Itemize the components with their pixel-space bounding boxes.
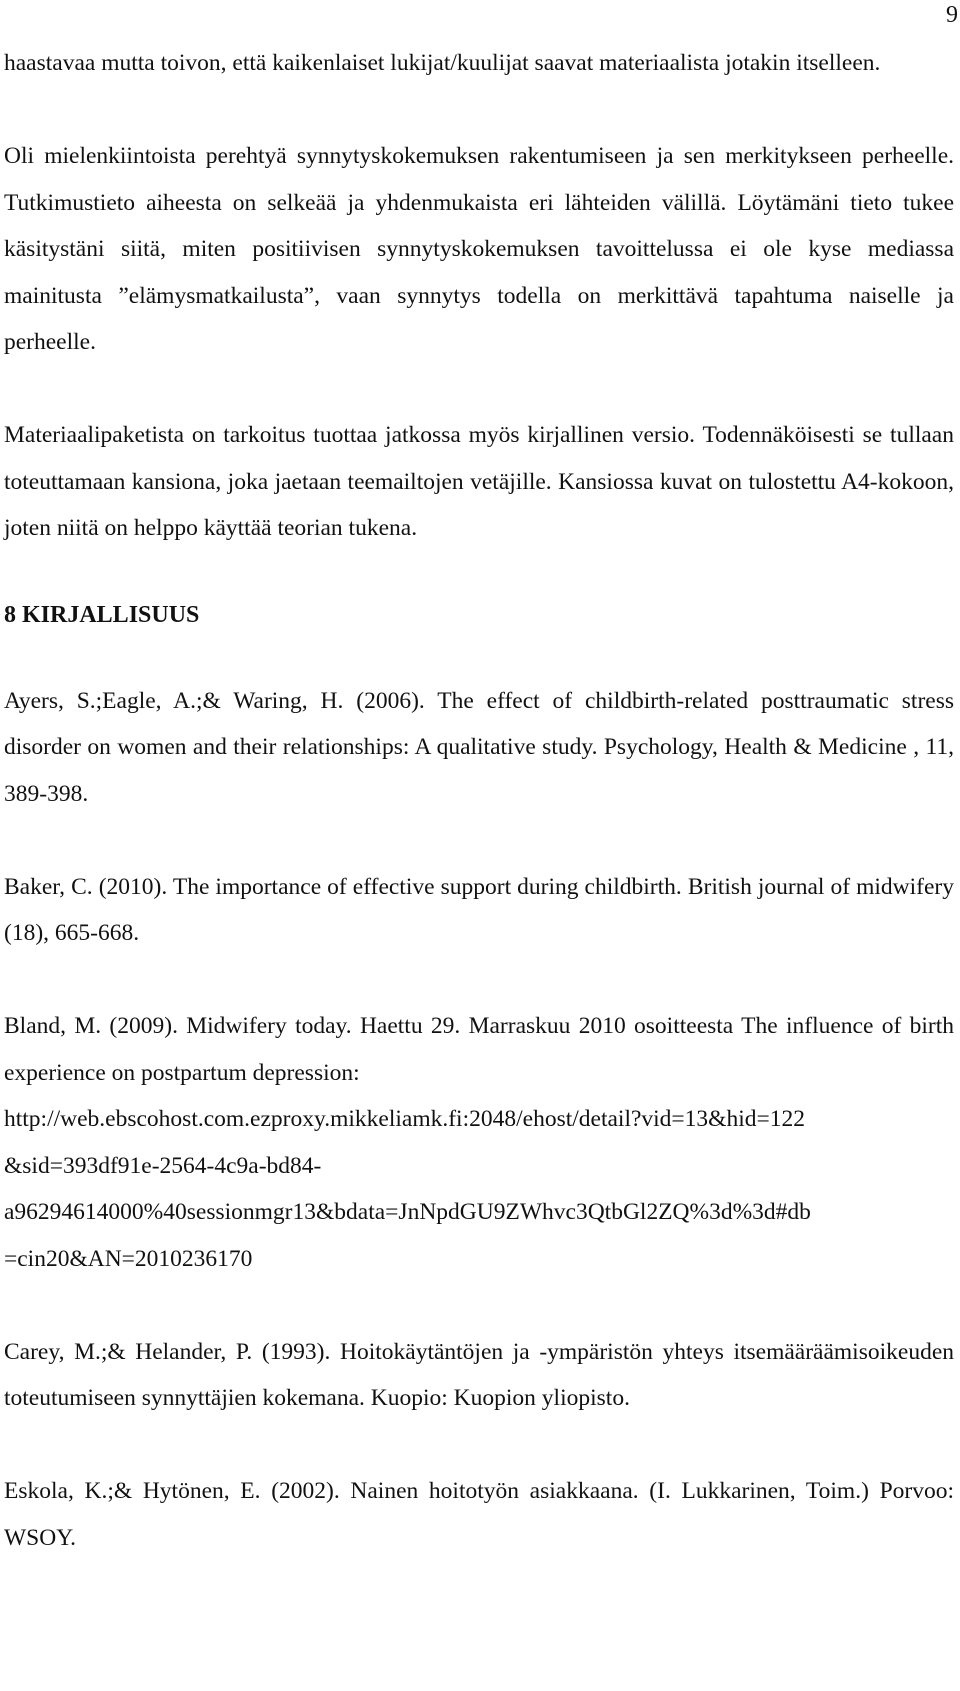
page-number: 9 (946, 2, 958, 28)
reference-bland-url-line-3: a96294614000%40sessionmgr13&bdata=JnNpdGU9ZWhvc3QtbGl2ZQ%3d%3d#db (4, 1199, 811, 1225)
document-body (4, 40, 954, 1561)
section-heading: 8 KIRJALLISUUS (4, 601, 200, 628)
paragraph-birth-experience: Oli mielenkiintoista perehtyä synnytyskokemuksen rakentumiseen ja sen merkitykseen perheelle. Tutkimustieto aiheesta on selkeää ja yhdenmukaista eri lähteiden välillä. Löytämäni tieto tukee käsitystäni siitä, miten positiivisen synnytyskokemuksen tavoittelussa ei ole kyse mediassa mainitusta ”elämysmatkailusta”, vaan synnytys todella on merkittävä tapahtuma naiselle ja perheelle. (4, 143, 954, 355)
reference-carey: Carey, M.;& Helander, P. (1993). Hoitokäytäntöjen ja -ympäristön yhteys itsemääräämisoikeuden toteutumiseen synnyttäjien kokemana. Kuopio: Kuopion yliopisto. (4, 1338, 954, 1411)
reference-bland-text: Bland, M. (2009). Midwifery today. Haettu 29. Marraskuu 2010 osoitteesta The influence of birth experience on postpartum depression: (4, 1013, 954, 1086)
reference-bland-url-line-4: =cin20&AN=2010236170 (4, 1245, 253, 1272)
reference-bland-url-line-2: &sid=393df91e-2564-4c9a-bd84- (4, 1152, 322, 1179)
paragraph-intro: haastavaa mutta toivon, että kaikenlaiset lukijat/kuulijat saavat materiaalista jotakin itselleen. (4, 50, 881, 76)
paragraph-material-package: Materiaalipaketista on tarkoitus tuottaa jatkossa myös kirjallinen versio. Todennäköisesti se tullaan toteuttamaan kansiona, joka jaetaan teemailtojen vetäjille. Kansiossa kuvat on tulostettu A4-kokoon, joten niitä on helppo käyttää teorian tukena. (4, 422, 954, 541)
reference-bland (4, 1003, 954, 1282)
reference-eskola: Eskola, K.;& Hytönen, E. (2002). Nainen hoitotyön asiakkaana. (I. Lukkarinen, Toim.) Porvoo: WSOY. (4, 1478, 954, 1551)
reference-ayers: Ayers, S.;Eagle, A.;& Waring, H. (2006). The effect of childbirth-related posttraumatic stress disorder on women and their relationships: A qualitative study. Psychology, Health & Medicine , 11, 389-398. (4, 687, 954, 807)
reference-baker: Baker, C. (2010). The importance of effective support during childbirth. British journal of midwifery (18), 665-668. (4, 873, 954, 946)
reference-bland-url-line-1: http://web.ebscohost.com.ezproxy.mikkeliamk.fi:2048/ehost/detail?vid=13&hid=122 (4, 1106, 805, 1132)
